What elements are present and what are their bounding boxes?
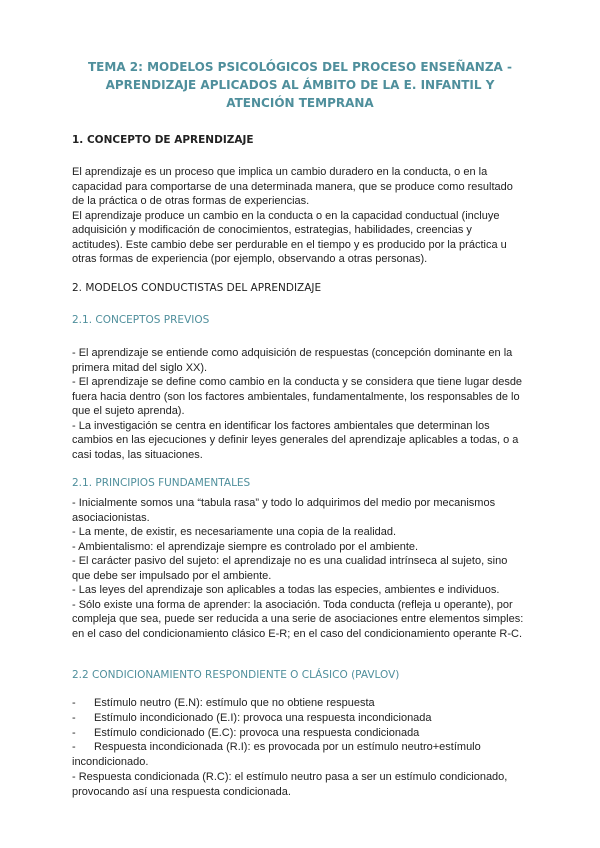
bullet-text: Estímulo neutro (E.N): estímulo que no obtiene respuesta	[94, 697, 375, 709]
title-line: ATENCIÓN TEMPRANA	[226, 96, 374, 110]
text-line: adquisición y modificación de conocimientos, estrategias, habilidades, creencias y	[72, 224, 472, 236]
bullet-item	[72, 711, 542, 726]
bullet-text: Respuesta incondicionada (R.I): es provocada por un estímulo neutro+estímulo	[94, 741, 481, 754]
text-line: compleja que sea, puede ser reducida a una serie de asociaciones entre elementos simples:	[72, 613, 524, 625]
text-line: casi todas, las situaciones.	[72, 448, 203, 461]
text-line: incondicionado.	[72, 756, 149, 769]
condicionamiento-list	[72, 696, 542, 800]
text-line: capacidad para comportarse de una determinada manera, que se produce como resultado	[72, 180, 513, 193]
text-line: que el sujeto aprenda).	[72, 405, 185, 417]
text-line: fuera hacia dentro (son los factores ambientales, fundamentalmente, los responsables de lo	[72, 390, 520, 403]
section-2-heading: 2. MODELOS CONDUCTISTAS DEL APRENDIZAJE	[72, 282, 322, 294]
text-line: - Sólo existe una forma de aprender: la asociación. Toda conducta (refleja u operante), por	[72, 598, 513, 611]
text-line: - El aprendizaje se define como cambio en la conducta y se considera que tiene lugar desde	[72, 376, 523, 388]
text-line: - Respuesta condicionada (R.C): el estímulo neutro pasa a ser un estímulo condicionado,	[72, 770, 508, 783]
text-line: asociacionistas.	[72, 511, 150, 524]
text-line: - Las leyes del aprendizaje son aplicables a todas las especies, ambientes e individuos.	[72, 584, 500, 596]
principios-list	[72, 496, 542, 641]
text-line: provocando así una respuesta condicionada.	[72, 785, 291, 798]
dash: -	[72, 711, 76, 724]
text-line: - Ambientalismo: el aprendizaje siempre es controlado por el ambiente.	[72, 540, 419, 553]
document-title	[60, 58, 540, 112]
text-line: primera mitad del siglo XX).	[72, 361, 208, 374]
dash: -	[72, 726, 76, 739]
bullet-item	[72, 696, 542, 711]
text-line: otras formas de experiencia (por ejemplo, observando a otras personas).	[72, 253, 428, 265]
text-line: El aprendizaje produce un cambio en la conducta o en la capacidad conductual (incluye	[72, 209, 500, 222]
text-line: de la práctica o de otras formas de experiencias.	[72, 195, 310, 207]
bullet-item	[72, 726, 542, 741]
title-line: APRENDIZAJE APLICADOS AL ÁMBITO DE LA E. INFANTIL Y	[105, 78, 495, 92]
text-line: que debe ser impulsado por el ambiente.	[72, 569, 272, 582]
text-line: - El carácter pasivo del sujeto: el aprendizaje no es una cualidad intrínseca al sujeto, sino	[72, 555, 508, 567]
bullet-text: Estímulo incondicionado (E.I): provoca una respuesta incondicionada	[94, 711, 432, 724]
subsection-condicionamiento-clasico-heading: 2.2 CONDICIONAMIENTO RESPONDIENTE O CLÁSICO (PAVLOV)	[72, 669, 400, 681]
text-line: El aprendizaje es un proceso que implica un cambio duradero en la conducta, o en la	[72, 166, 488, 178]
text-line: - Inicialmente somos una “tabula rasa” y todo lo adquirimos del medio por mecanismos	[72, 497, 496, 509]
text-line: cambios en las ejecuciones y definir leyes generales del aprendizaje aplicables a todas, o a	[72, 434, 519, 446]
bullet-text: Estímulo condicionado (E.C): provoca una respuesta condicionada	[94, 726, 420, 739]
subsection-conceptos-previos-heading: 2.1. CONCEPTOS PREVIOS	[72, 314, 210, 326]
section-1-heading: 1. CONCEPTO DE APRENDIZAJE	[72, 134, 254, 146]
text-line: - La investigación se centra en identificar los factores ambientales que determinan los	[72, 419, 490, 432]
text-line: - La mente, de existir, es necesariamente una copia de la realidad.	[72, 526, 397, 538]
subsection-principios-heading: 2.1. PRINCIPIOS FUNDAMENTALES	[72, 477, 251, 489]
text-line: - El aprendizaje se entiende como adquisición de respuestas (concepción dominante en la	[72, 347, 513, 359]
dash: -	[72, 741, 76, 754]
bullet-item	[72, 740, 542, 755]
conceptos-previos-list	[72, 346, 542, 462]
text-line: actitudes). Este cambio debe ser perdurable en el tiempo y es producido por la práctica u	[72, 238, 507, 251]
text-line: en el caso del condicionamiento clásico E-R; en el caso del condicionamiento operante R-C.	[72, 627, 523, 640]
dash: -	[72, 697, 76, 709]
title-line: TEMA 2: MODELOS PSICOLÓGICOS DEL PROCESO ENSEÑANZA -	[88, 60, 512, 74]
section-1-paragraph	[72, 165, 542, 267]
